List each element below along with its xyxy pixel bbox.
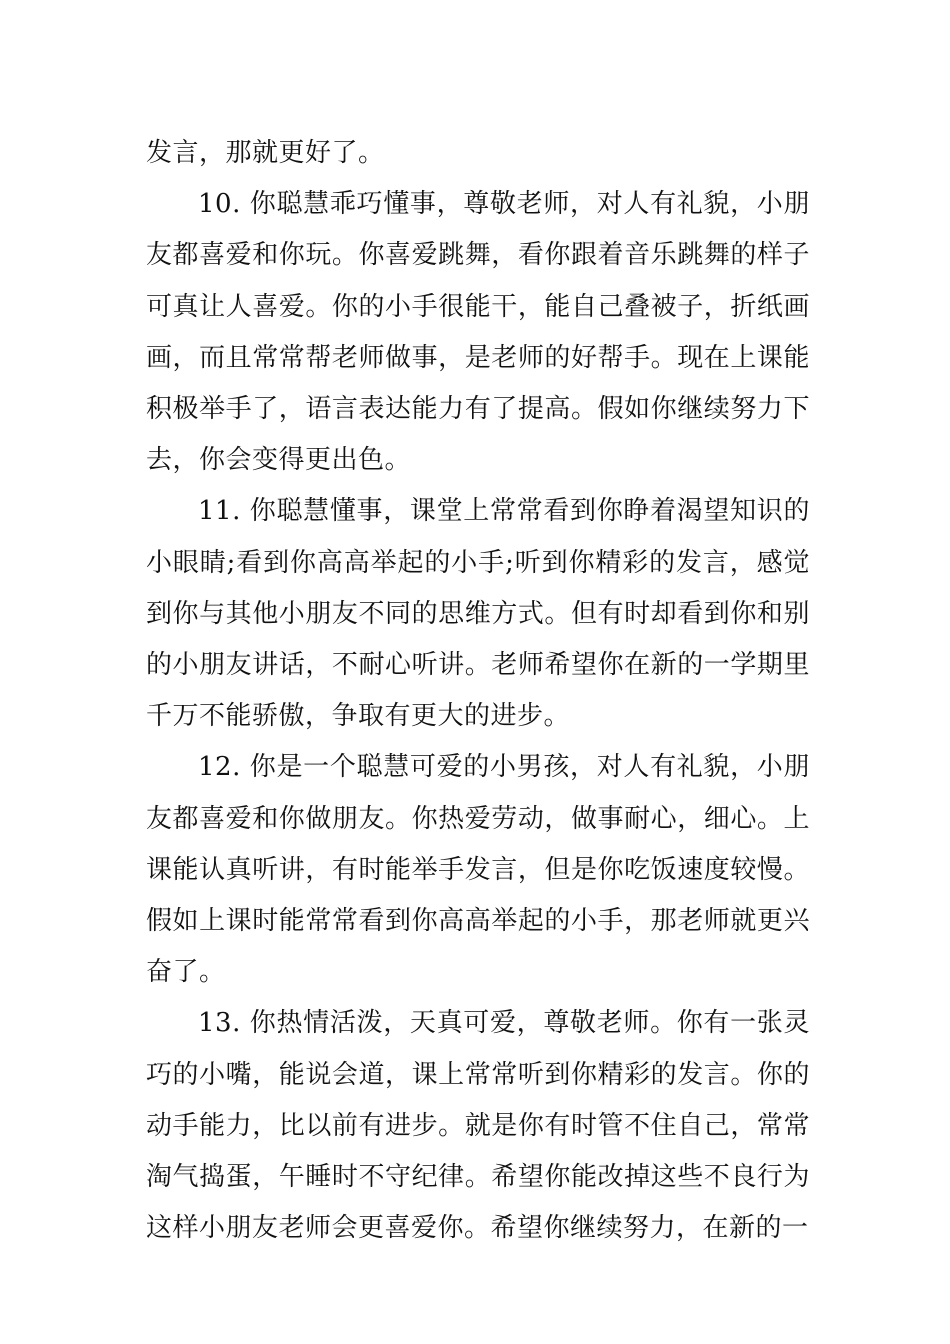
paragraph-continuation: 发言，那就更好了。 (146, 138, 385, 168)
paragraph-item-11: 11. 你聪慧懂事，课堂上常常看到你睁着渴望知识的小眼睛;看到你高高举起的小手;听到你精彩的发言，感觉到你与其他小朋友不同的思维方式。但有时却看到你和别的小朋友讲话，不耐心听讲。老师希望你在新的一学期里千万不能骄傲，争取有更大的进步。 (146, 496, 810, 732)
document-body (146, 128, 810, 1254)
paragraph-item-10: 10. 你聪慧乖巧懂事，尊敬老师，对人有礼貌，小朋友都喜爱和你玩。你喜爱跳舞，看你跟着音乐跳舞的样子可真让人喜爱。你的小手很能干，能自己叠被子，折纸画画，而且常常帮老师做事，是老师的好帮手。现在上课能积极举手了，语言表达能力有了提高。假如你继续努力下去，你会变得更出色。 (146, 189, 810, 476)
paragraph-item-13: 13. 你热情活泼，天真可爱，尊敬老师。你有一张灵巧的小嘴，能说会道，课上常常听到你精彩的发言。你的动手能力，比以前有进步。就是你有时管不住自己，常常淘气捣蛋，午睡时不守纪律。希望你能改掉这些不良行为这样小朋友老师会更喜爱你。希望你继续努力，在新的一 (146, 1008, 810, 1244)
paragraph-item-12: 12. 你是一个聪慧可爱的小男孩，对人有礼貌，小朋友都喜爱和你做朋友。你热爱劳动，做事耐心，细心。上课能认真听讲，有时能举手发言，但是你吃饭速度较慢。假如上课时能常常看到你高高举起的小手，那老师就更兴奋了。 (146, 752, 810, 988)
